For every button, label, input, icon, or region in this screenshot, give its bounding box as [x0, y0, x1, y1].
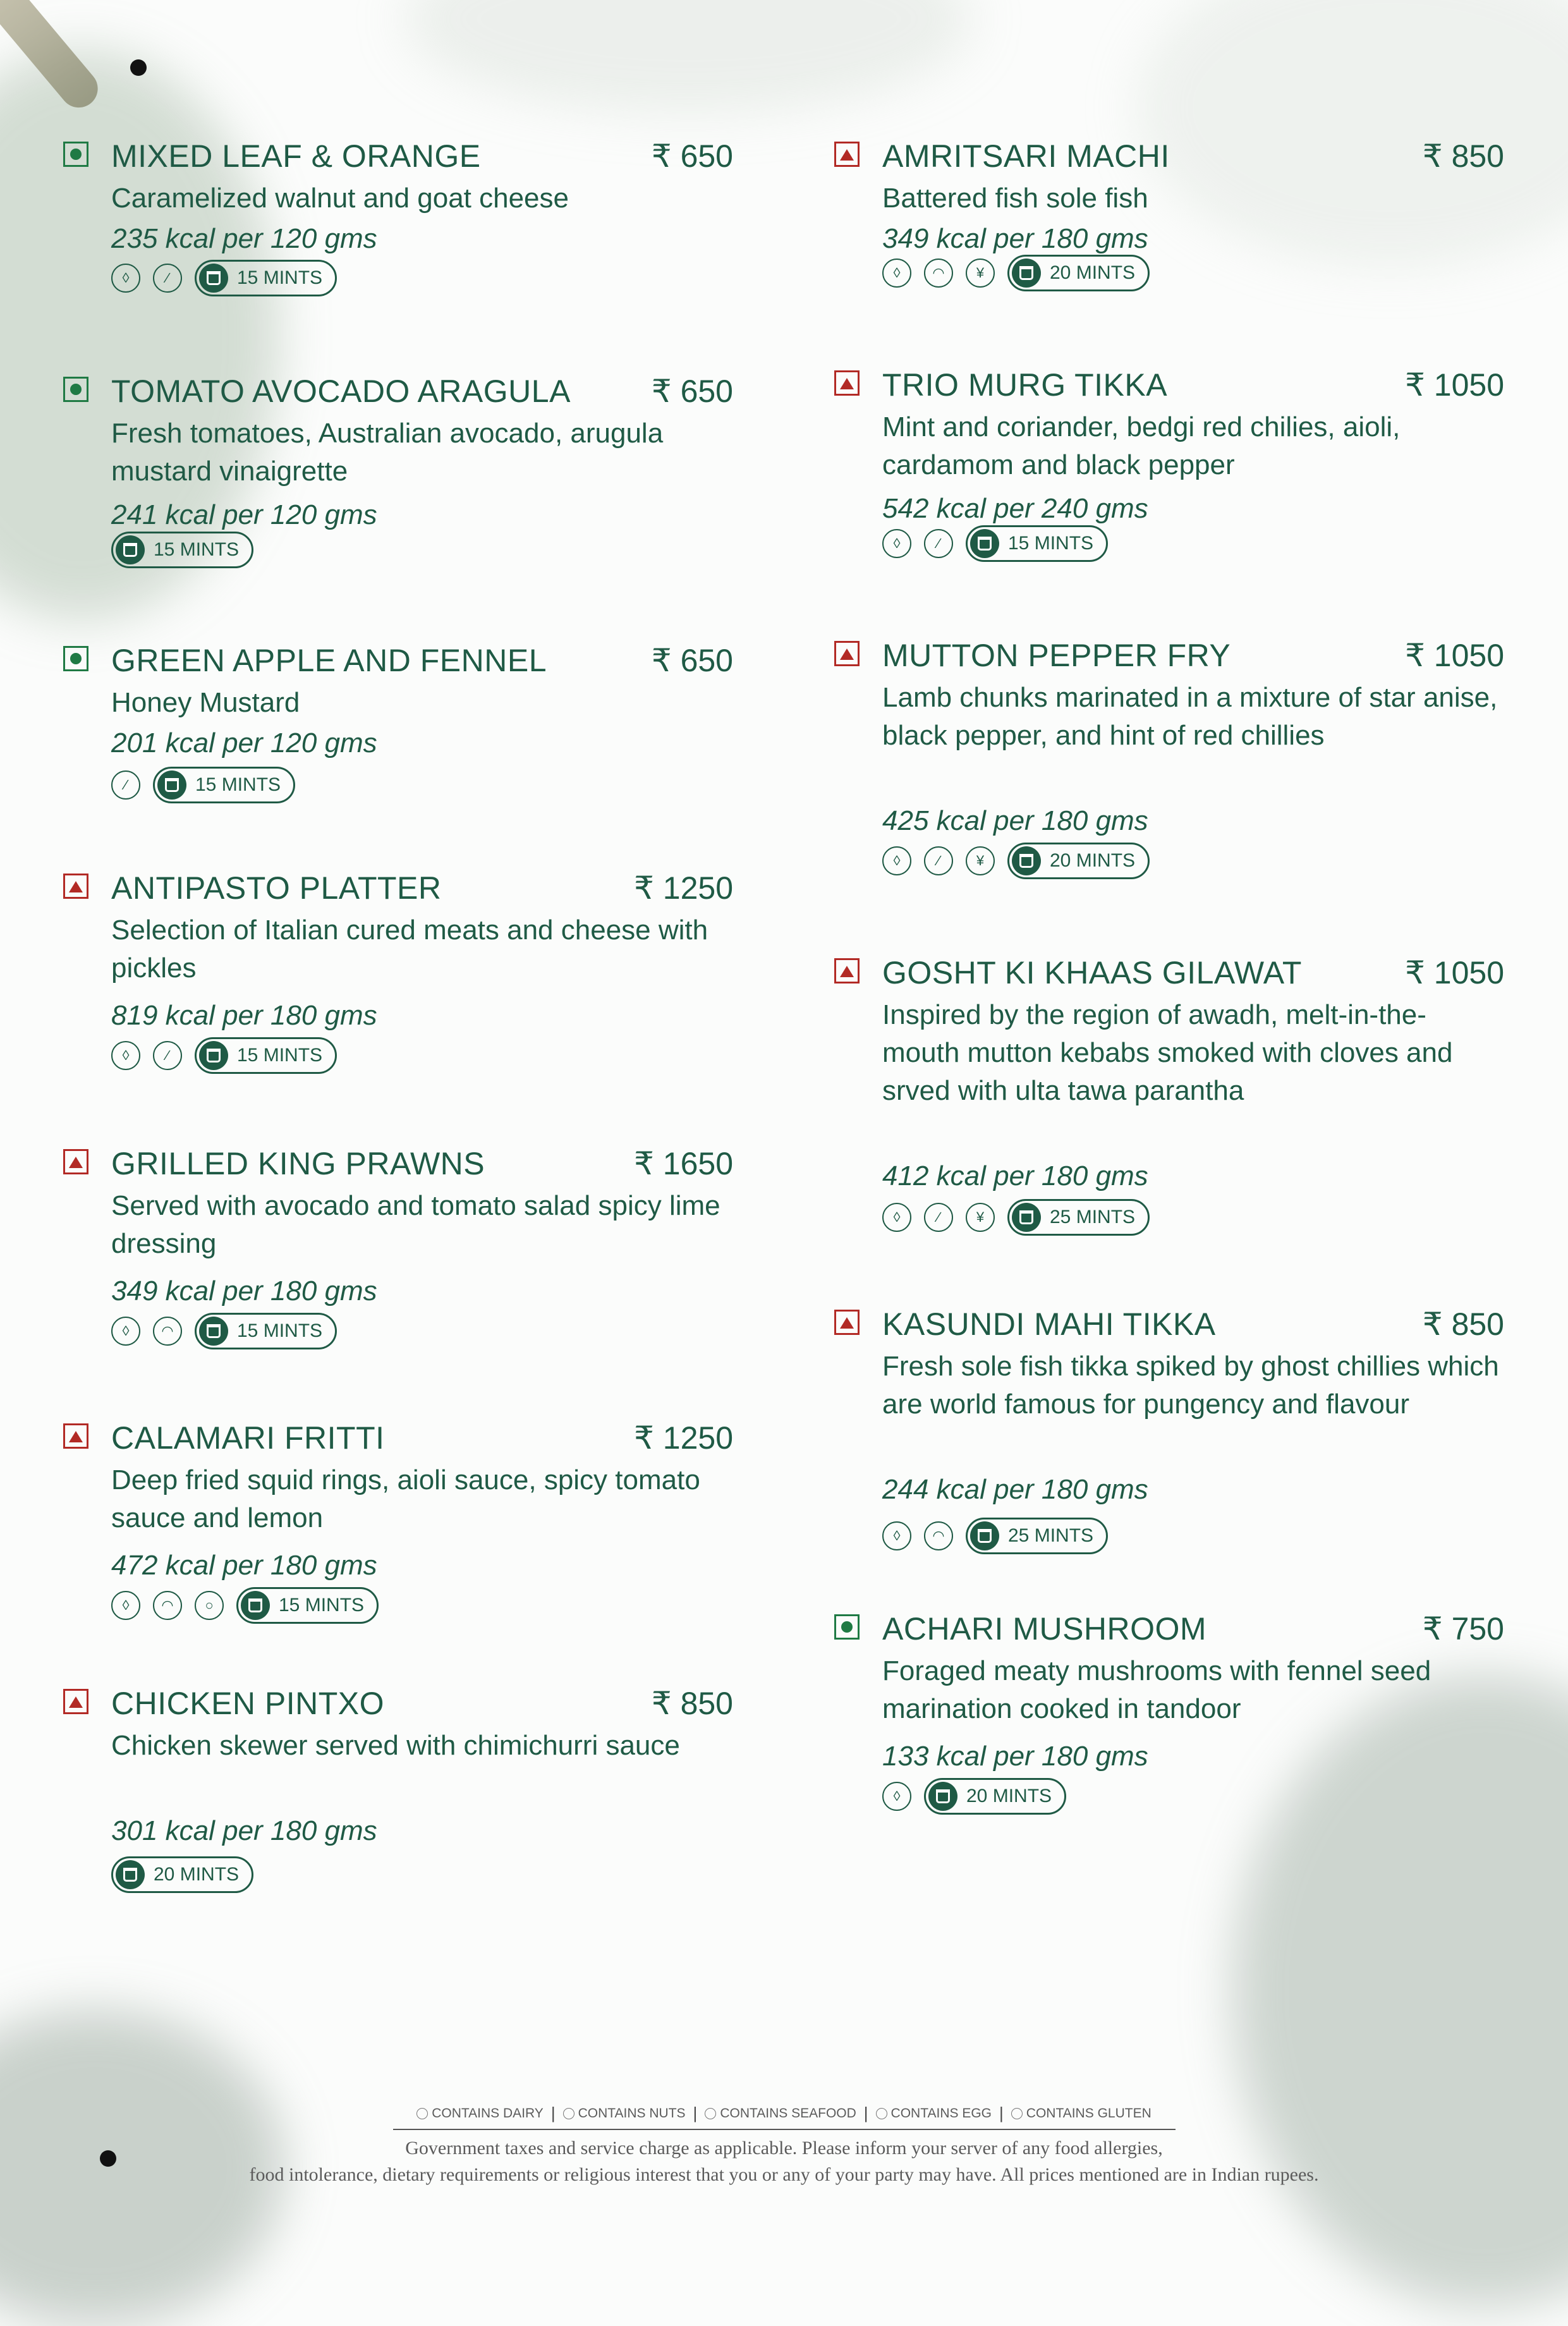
cooking-pot-icon [1012, 259, 1041, 288]
nut-icon: ∕ [924, 846, 953, 875]
item-calories: 133 kcal per 180 gms [882, 1741, 1148, 1772]
item-name: GOSHT KI KHAAS GILAWAT [882, 955, 1302, 990]
cooking-pot-icon [241, 1591, 270, 1620]
prep-time-label: 15 MINTS [1008, 533, 1094, 554]
item-name: TOMATO AVOCADO ARAGULA [111, 374, 571, 409]
prep-time-label: 15 MINTS [237, 267, 323, 288]
prep-time-pill [195, 1313, 337, 1349]
prep-time-pill [236, 1587, 379, 1624]
non-veg-indicator-icon [834, 142, 860, 167]
prep-time-pill [195, 1037, 337, 1074]
item-icons [111, 1585, 379, 1626]
item-icons [111, 1854, 253, 1895]
legend-separator: | [693, 2104, 698, 2122]
egg-icon: ○ [195, 1591, 224, 1620]
item-price: ₹ 1050 [1405, 638, 1504, 673]
item-icons [882, 253, 1150, 293]
item-description: Caramelized walnut and goat cheese [111, 183, 569, 214]
item-icons [882, 1197, 1150, 1238]
item-calories: 201 kcal per 120 gms [111, 728, 377, 758]
item-price: ₹ 650 [651, 138, 733, 174]
prep-time-pill [195, 260, 337, 296]
prep-time-label: 15 MINTS [237, 1320, 323, 1341]
milk-bottle-icon: ◊ [882, 259, 911, 288]
item-description: Deep fried squid rings, aioli sauce, spicy tomato sauce and lemon [111, 1464, 700, 1533]
milk-bottle-icon: ◊ [882, 1782, 911, 1811]
non-veg-indicator-icon [63, 1149, 88, 1174]
item-name: AMRITSARI MACHI [882, 138, 1170, 174]
item-name: KASUNDI MAHI TIKKA [882, 1306, 1216, 1342]
item-price: ₹ 1650 [634, 1146, 733, 1181]
non-veg-indicator-icon [63, 1689, 88, 1714]
non-veg-indicator-icon [834, 370, 860, 396]
item-description: Honey Mustard [111, 687, 300, 718]
item-price: ₹ 650 [651, 643, 733, 678]
item-description: Inspired by the region of awadh, melt-in-the-mouth mutton kebabs smoked with cloves and srved with ulta tawa parantha [882, 999, 1453, 1106]
veg-indicator-icon [63, 142, 88, 167]
non-veg-indicator-icon [834, 958, 860, 983]
menu-item [63, 642, 733, 809]
veg-indicator-icon [63, 377, 88, 402]
item-name: GREEN APPLE AND FENNEL [111, 643, 547, 678]
nut-icon [563, 2108, 574, 2119]
legend-separator: | [863, 2104, 868, 2122]
watercolor-wash [404, 0, 973, 114]
item-price: ₹ 1050 [1405, 367, 1504, 403]
prep-time-pill [111, 1856, 253, 1893]
shell-icon: ◠ [153, 1591, 182, 1620]
item-name: GRILLED KING PRAWNS [111, 1146, 485, 1181]
item-icons [111, 530, 253, 570]
shell-icon: ◠ [924, 259, 953, 288]
item-icons [111, 1311, 337, 1351]
legend-nuts: CONTAINS NUTS [578, 2105, 686, 2121]
milk-bottle-icon: ◊ [882, 1521, 911, 1550]
prep-time-pill [924, 1778, 1066, 1815]
item-name: CALAMARI FRITTI [111, 1420, 385, 1456]
nut-icon: ∕ [924, 529, 953, 558]
item-description: Battered fish sole fish [882, 183, 1148, 214]
item-description: Chicken skewer served with chimichurri sauce [111, 1730, 680, 1761]
item-description: Mint and coriander, bedgi red chilies, aioli, cardamom and black pepper [882, 411, 1401, 480]
milk-bottle-icon: ◊ [111, 1591, 140, 1620]
item-price: ₹ 850 [651, 1686, 733, 1721]
item-description: Served with avocado and tomato salad spicy lime dressing [111, 1190, 720, 1259]
item-icons [111, 258, 337, 298]
item-name: MUTTON PEPPER FRY [882, 638, 1231, 673]
non-veg-indicator-icon [63, 1423, 88, 1449]
item-icons [882, 1776, 1066, 1817]
item-price: ₹ 1250 [634, 870, 733, 906]
decorative-dot [130, 59, 147, 76]
item-description: Fresh sole fish tikka spiked by ghost chillies which are world famous for pungency and flavour [882, 1351, 1499, 1420]
cooking-pot-icon [928, 1782, 957, 1811]
cooking-pot-icon [970, 529, 999, 558]
nut-icon: ∕ [111, 770, 140, 800]
nut-icon: ∕ [924, 1203, 953, 1232]
item-name: MIXED LEAF & ORANGE [111, 138, 481, 174]
menu-item [63, 138, 733, 302]
footer-rule [393, 2129, 1176, 2130]
item-calories: 542 kcal per 240 gms [882, 493, 1148, 524]
item-icons [882, 523, 1108, 564]
milk-bottle-icon: ◊ [111, 1041, 140, 1070]
nut-icon: ∕ [153, 1041, 182, 1070]
wheat-icon [1011, 2108, 1023, 2119]
wheat-icon: ¥ [966, 259, 995, 288]
item-calories: 412 kcal per 180 gms [882, 1160, 1148, 1191]
wheat-icon: ¥ [966, 1203, 995, 1232]
non-veg-indicator-icon [63, 874, 88, 899]
legend-separator: | [550, 2104, 556, 2122]
item-price: ₹ 1250 [634, 1420, 733, 1456]
milk-bottle-icon [416, 2108, 428, 2119]
egg-icon [876, 2108, 887, 2119]
item-name: CHICKEN PINTXO [111, 1686, 385, 1721]
prep-time-label: 25 MINTS [1050, 1207, 1136, 1227]
prep-time-label: 15 MINTS [195, 774, 281, 795]
item-calories: 235 kcal per 120 gms [111, 223, 377, 254]
item-icons [111, 1035, 337, 1076]
legend-egg: CONTAINS EGG [890, 2105, 992, 2121]
item-calories: 425 kcal per 180 gms [882, 805, 1148, 836]
item-icons [882, 841, 1150, 881]
prep-time-pill [966, 525, 1108, 562]
item-calories: 241 kcal per 120 gms [111, 499, 377, 530]
menu-item [63, 870, 733, 1080]
menu-item [63, 1145, 733, 1355]
non-veg-indicator-icon [834, 1310, 860, 1335]
veg-indicator-icon [834, 1614, 860, 1640]
decorative-spoon [0, 0, 106, 115]
prep-time-label: 15 MINTS [154, 539, 240, 560]
prep-time-pill [1007, 255, 1150, 291]
menu-item [63, 1685, 733, 1899]
cooking-pot-icon [199, 264, 228, 293]
legend-separator: | [999, 2104, 1004, 2122]
prep-time-pill [1007, 1199, 1150, 1236]
cooking-pot-icon [199, 1317, 228, 1346]
wheat-icon: ¥ [966, 846, 995, 875]
menu-item [834, 138, 1504, 297]
allergen-legend [0, 2104, 1568, 2123]
menu-item [834, 954, 1504, 1241]
item-description: Fresh tomatoes, Australian avocado, arugula mustard vinaigrette [111, 418, 664, 487]
item-calories: 244 kcal per 180 gms [882, 1474, 1148, 1505]
item-description: Foraged meaty mushrooms with fennel seed marination cooked in tandoor [882, 1655, 1431, 1724]
item-calories: 349 kcal per 180 gms [111, 1276, 377, 1306]
milk-bottle-icon: ◊ [882, 529, 911, 558]
shell-icon: ◠ [924, 1521, 953, 1550]
cooking-pot-icon [157, 770, 186, 800]
milk-bottle-icon: ◊ [111, 264, 140, 293]
item-price: ₹ 750 [1422, 1611, 1504, 1647]
item-price: ₹ 650 [651, 374, 733, 409]
item-name: TRIO MURG TIKKA [882, 367, 1168, 403]
milk-bottle-icon: ◊ [882, 1203, 911, 1232]
shell-icon [705, 2108, 716, 2119]
item-calories: 349 kcal per 180 gms [882, 223, 1148, 254]
item-name: ACHARI MUSHROOM [882, 1611, 1207, 1647]
milk-bottle-icon: ◊ [111, 1317, 140, 1346]
cooking-pot-icon [116, 535, 145, 564]
menu-item [834, 1306, 1504, 1560]
veg-indicator-icon [63, 646, 88, 671]
nut-icon: ∕ [153, 264, 182, 293]
item-calories: 819 kcal per 180 gms [111, 1000, 377, 1031]
item-description: Lamb chunks marinated in a mixture of star anise, black pepper, and hint of red chillies [882, 682, 1498, 751]
prep-time-label: 20 MINTS [966, 1786, 1052, 1806]
menu-item [834, 637, 1504, 885]
menu-item [63, 1420, 733, 1629]
item-description: Selection of Italian cured meats and cheese with pickles [111, 915, 708, 983]
item-price: ₹ 1050 [1405, 955, 1504, 990]
cooking-pot-icon [1012, 1203, 1041, 1232]
prep-time-pill [153, 767, 295, 803]
item-price: ₹ 850 [1422, 138, 1504, 174]
prep-time-label: 15 MINTS [279, 1595, 365, 1616]
menu-item [834, 367, 1504, 568]
item-icons [882, 1516, 1108, 1556]
prep-time-label: 20 MINTS [1050, 850, 1136, 871]
legend-gluten: CONTAINS GLUTEN [1026, 2105, 1152, 2121]
cooking-pot-icon [116, 1860, 145, 1889]
cooking-pot-icon [199, 1041, 228, 1070]
cooking-pot-icon [1012, 846, 1041, 875]
item-calories: 301 kcal per 180 gms [111, 1815, 377, 1846]
shell-icon: ◠ [153, 1317, 182, 1346]
menu-item [834, 1611, 1504, 1820]
item-calories: 472 kcal per 180 gms [111, 1550, 377, 1581]
prep-time-label: 25 MINTS [1008, 1525, 1094, 1546]
footer-note-line-1: Government taxes and service charge as applicable. Please inform your server of any food allergies, [405, 2138, 1163, 2159]
cooking-pot-icon [970, 1521, 999, 1550]
prep-time-label: 20 MINTS [154, 1864, 240, 1885]
prep-time-label: 15 MINTS [237, 1045, 323, 1066]
prep-time-label: 20 MINTS [1050, 262, 1136, 283]
item-price: ₹ 850 [1422, 1306, 1504, 1342]
menu-item [63, 373, 733, 574]
milk-bottle-icon: ◊ [882, 846, 911, 875]
prep-time-pill [111, 532, 253, 568]
prep-time-pill [1007, 843, 1150, 879]
item-icons [111, 765, 295, 805]
legend-dairy: CONTAINS DAIRY [432, 2105, 544, 2121]
non-veg-indicator-icon [834, 641, 860, 666]
prep-time-pill [966, 1518, 1108, 1554]
footer-note-line-2: food intolerance, dietary requirements or religious interest that you or any of your party may have. All prices mentioned are in Indian rupees. [249, 2164, 1319, 2185]
item-name: ANTIPASTO PLATTER [111, 870, 442, 906]
legend-seafood: CONTAINS SEAFOOD [720, 2105, 856, 2121]
